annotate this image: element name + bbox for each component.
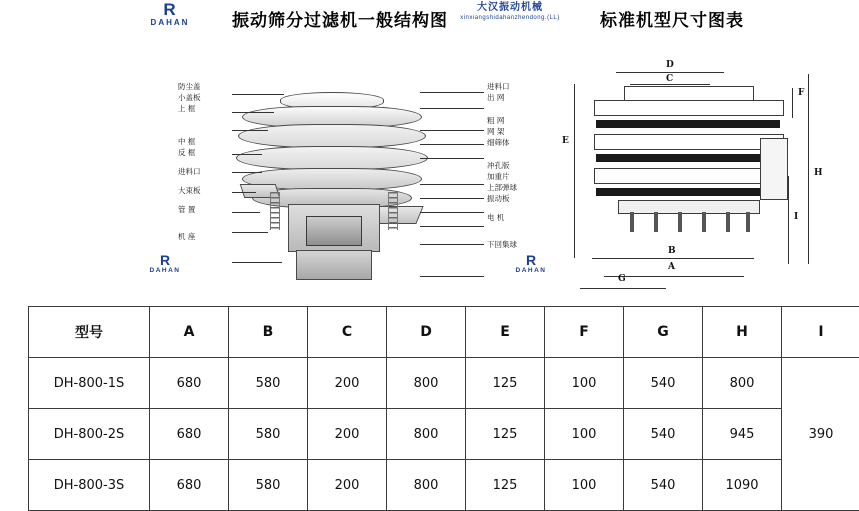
leader-line — [232, 262, 282, 263]
callout-label: 进料口 — [178, 166, 230, 177]
leader-line — [420, 244, 484, 245]
page-title-structure-diagram: 振动筛分过滤机一般结构图 — [232, 6, 448, 31]
dimension-label-d: D — [666, 60, 674, 70]
cell-d: 800 — [387, 358, 466, 409]
figures-area — [0, 36, 859, 298]
callout-label: 管 置 — [178, 204, 230, 215]
cell-g: 540 — [624, 409, 703, 460]
cell-c: 200 — [308, 409, 387, 460]
table-header-b: B — [229, 307, 308, 358]
dim-leg — [654, 212, 658, 232]
leader-line — [420, 108, 484, 109]
dim-leg — [746, 212, 750, 232]
dimension-line-c — [630, 84, 710, 85]
table-header-h: H — [703, 307, 782, 358]
dimension-label-h: H — [814, 168, 823, 178]
leader-line — [420, 226, 484, 227]
leader-line — [420, 184, 484, 185]
leader-line — [420, 212, 484, 213]
brand-logo-left — [130, 2, 210, 28]
table-header-g: G — [624, 307, 703, 358]
leader-line — [232, 192, 256, 193]
brand-name-left: DAHAN — [130, 18, 210, 28]
dim-outlet-shape — [760, 138, 788, 200]
deck-shape-2 — [238, 124, 426, 148]
cell-b: 580 — [229, 460, 308, 511]
cell-b: 580 — [229, 409, 308, 460]
dimension-line-h — [808, 74, 809, 264]
callout-label: 振动板 — [487, 193, 545, 204]
leader-line — [232, 212, 260, 213]
brand-logo-center — [455, 2, 565, 22]
brand-name-center-cn: 大汉振动机械 — [455, 2, 565, 14]
dim-leg — [678, 212, 682, 232]
vibrating-screen-illustration — [236, 88, 426, 278]
dimension-label-i: I — [794, 212, 798, 222]
spring-shape-right — [388, 192, 398, 230]
table-row — [29, 409, 859, 460]
cell-e: 125 — [466, 409, 545, 460]
specification-table-wrapper — [28, 306, 830, 511]
cell-g: 540 — [624, 358, 703, 409]
callout-label: 上 框 — [178, 103, 230, 114]
cell-h: 800 — [703, 358, 782, 409]
dim-leg — [630, 212, 634, 232]
cell-i-merged: 390 — [782, 358, 859, 511]
dimension-line-g — [580, 288, 666, 289]
page-header — [0, 0, 859, 36]
dimension-label-c: C — [666, 74, 673, 84]
brand-mark-icon: R — [130, 2, 210, 18]
cell-c: 200 — [308, 460, 387, 511]
dim-deck-3 — [594, 168, 784, 184]
cell-g: 540 — [624, 460, 703, 511]
brand-mark-icon: R — [130, 254, 200, 267]
dimension-label-f: F — [798, 88, 804, 98]
callout-label: 粗 网 — [487, 115, 545, 126]
spring-shape-left — [270, 192, 280, 230]
dim-deck-2 — [594, 134, 784, 150]
brand-name-center-en: xinxiangshidahanzhendong.(LL) — [455, 14, 565, 22]
callout-label: 冲孔版 — [487, 160, 545, 171]
cell-f: 100 — [545, 409, 624, 460]
dimension-label-b: B — [668, 246, 676, 256]
dimension-line-e — [574, 84, 575, 258]
specification-table — [28, 306, 859, 511]
cell-model: DH-800-3S — [29, 460, 150, 511]
callout-label: 上部弹球 — [487, 182, 545, 193]
leader-line — [232, 172, 262, 173]
callout-label: 网 架 — [487, 126, 545, 137]
dim-screen-band-3 — [596, 188, 780, 196]
cell-model: DH-800-2S — [29, 409, 150, 460]
figure-logo-left — [130, 254, 200, 274]
dimension-line-b — [592, 258, 754, 259]
callout-label: 下回集球 — [487, 239, 545, 250]
callout-label: 进料口 — [487, 81, 545, 92]
dimension-label-g: G — [618, 274, 626, 284]
table-header-e: E — [466, 307, 545, 358]
callout-label: 小盖板 — [178, 92, 230, 103]
deck-shape-3 — [236, 146, 428, 170]
page-title-dimension-chart: 标准机型尺寸图表 — [600, 6, 744, 31]
table-header-f: F — [545, 307, 624, 358]
leader-line — [420, 276, 484, 277]
callout-label: 中 框 — [178, 136, 230, 147]
dim-deck-1 — [594, 100, 784, 116]
dimension-line-f — [792, 88, 793, 118]
dim-screen-band-1 — [596, 120, 780, 128]
table-row — [29, 460, 859, 511]
cell-h: 1090 — [703, 460, 782, 511]
dimension-diagram — [548, 36, 859, 298]
dim-base-shape — [618, 200, 760, 214]
callout-label: 大束板 — [178, 185, 230, 196]
cell-e: 125 — [466, 358, 545, 409]
leader-line — [420, 158, 484, 159]
table-header-c: C — [308, 307, 387, 358]
callout-label: 细筛体 — [487, 137, 545, 148]
callout-label: 电 机 — [487, 212, 545, 223]
callout-label: 机 座 — [178, 231, 230, 242]
structure-diagram — [0, 36, 548, 298]
table-header-i: I — [782, 307, 859, 358]
callout-label: 出 网 — [487, 92, 545, 103]
brand-name-text: DAHAN — [130, 267, 200, 274]
cell-c: 200 — [308, 358, 387, 409]
cell-a: 680 — [150, 409, 229, 460]
left-callout-labels — [178, 81, 230, 242]
dimension-label-a: A — [668, 262, 675, 272]
cell-b: 580 — [229, 358, 308, 409]
table-header-model: 型号 — [29, 307, 150, 358]
brand-mark-icon: R — [496, 254, 566, 267]
leader-line — [232, 154, 262, 155]
cell-d: 800 — [387, 409, 466, 460]
dimension-machine-illustration — [588, 78, 788, 268]
cell-a: 680 — [150, 460, 229, 511]
cell-h: 945 — [703, 409, 782, 460]
table-header-a: A — [150, 307, 229, 358]
dimension-line-d — [616, 72, 724, 73]
brand-name-text: DAHAN — [496, 267, 566, 274]
leader-line — [232, 112, 274, 113]
leader-line — [420, 198, 484, 199]
motor-shape — [306, 216, 362, 246]
leader-line — [420, 144, 484, 145]
cell-d: 800 — [387, 460, 466, 511]
dim-leg — [726, 212, 730, 232]
table-header-row — [29, 307, 859, 358]
cell-f: 100 — [545, 460, 624, 511]
dimension-label-e: E — [562, 136, 569, 146]
cell-f: 100 — [545, 358, 624, 409]
leader-line — [420, 92, 484, 93]
callout-label: 反 框 — [178, 147, 230, 158]
leader-line — [232, 94, 284, 95]
dimension-line-i — [788, 176, 789, 264]
dim-screen-band-2 — [596, 154, 780, 162]
callout-label: 加重片 — [487, 171, 545, 182]
machine-stand-shape — [296, 250, 372, 280]
right-callout-labels — [487, 81, 545, 250]
leader-line — [232, 130, 268, 131]
leader-line — [420, 130, 484, 131]
leader-line — [232, 232, 268, 233]
dim-leg — [702, 212, 706, 232]
cell-a: 680 — [150, 358, 229, 409]
table-header-d: D — [387, 307, 466, 358]
table-row — [29, 358, 859, 409]
callout-label: 防尘盖 — [178, 81, 230, 92]
cell-e: 125 — [466, 460, 545, 511]
cell-model: DH-800-1S — [29, 358, 150, 409]
